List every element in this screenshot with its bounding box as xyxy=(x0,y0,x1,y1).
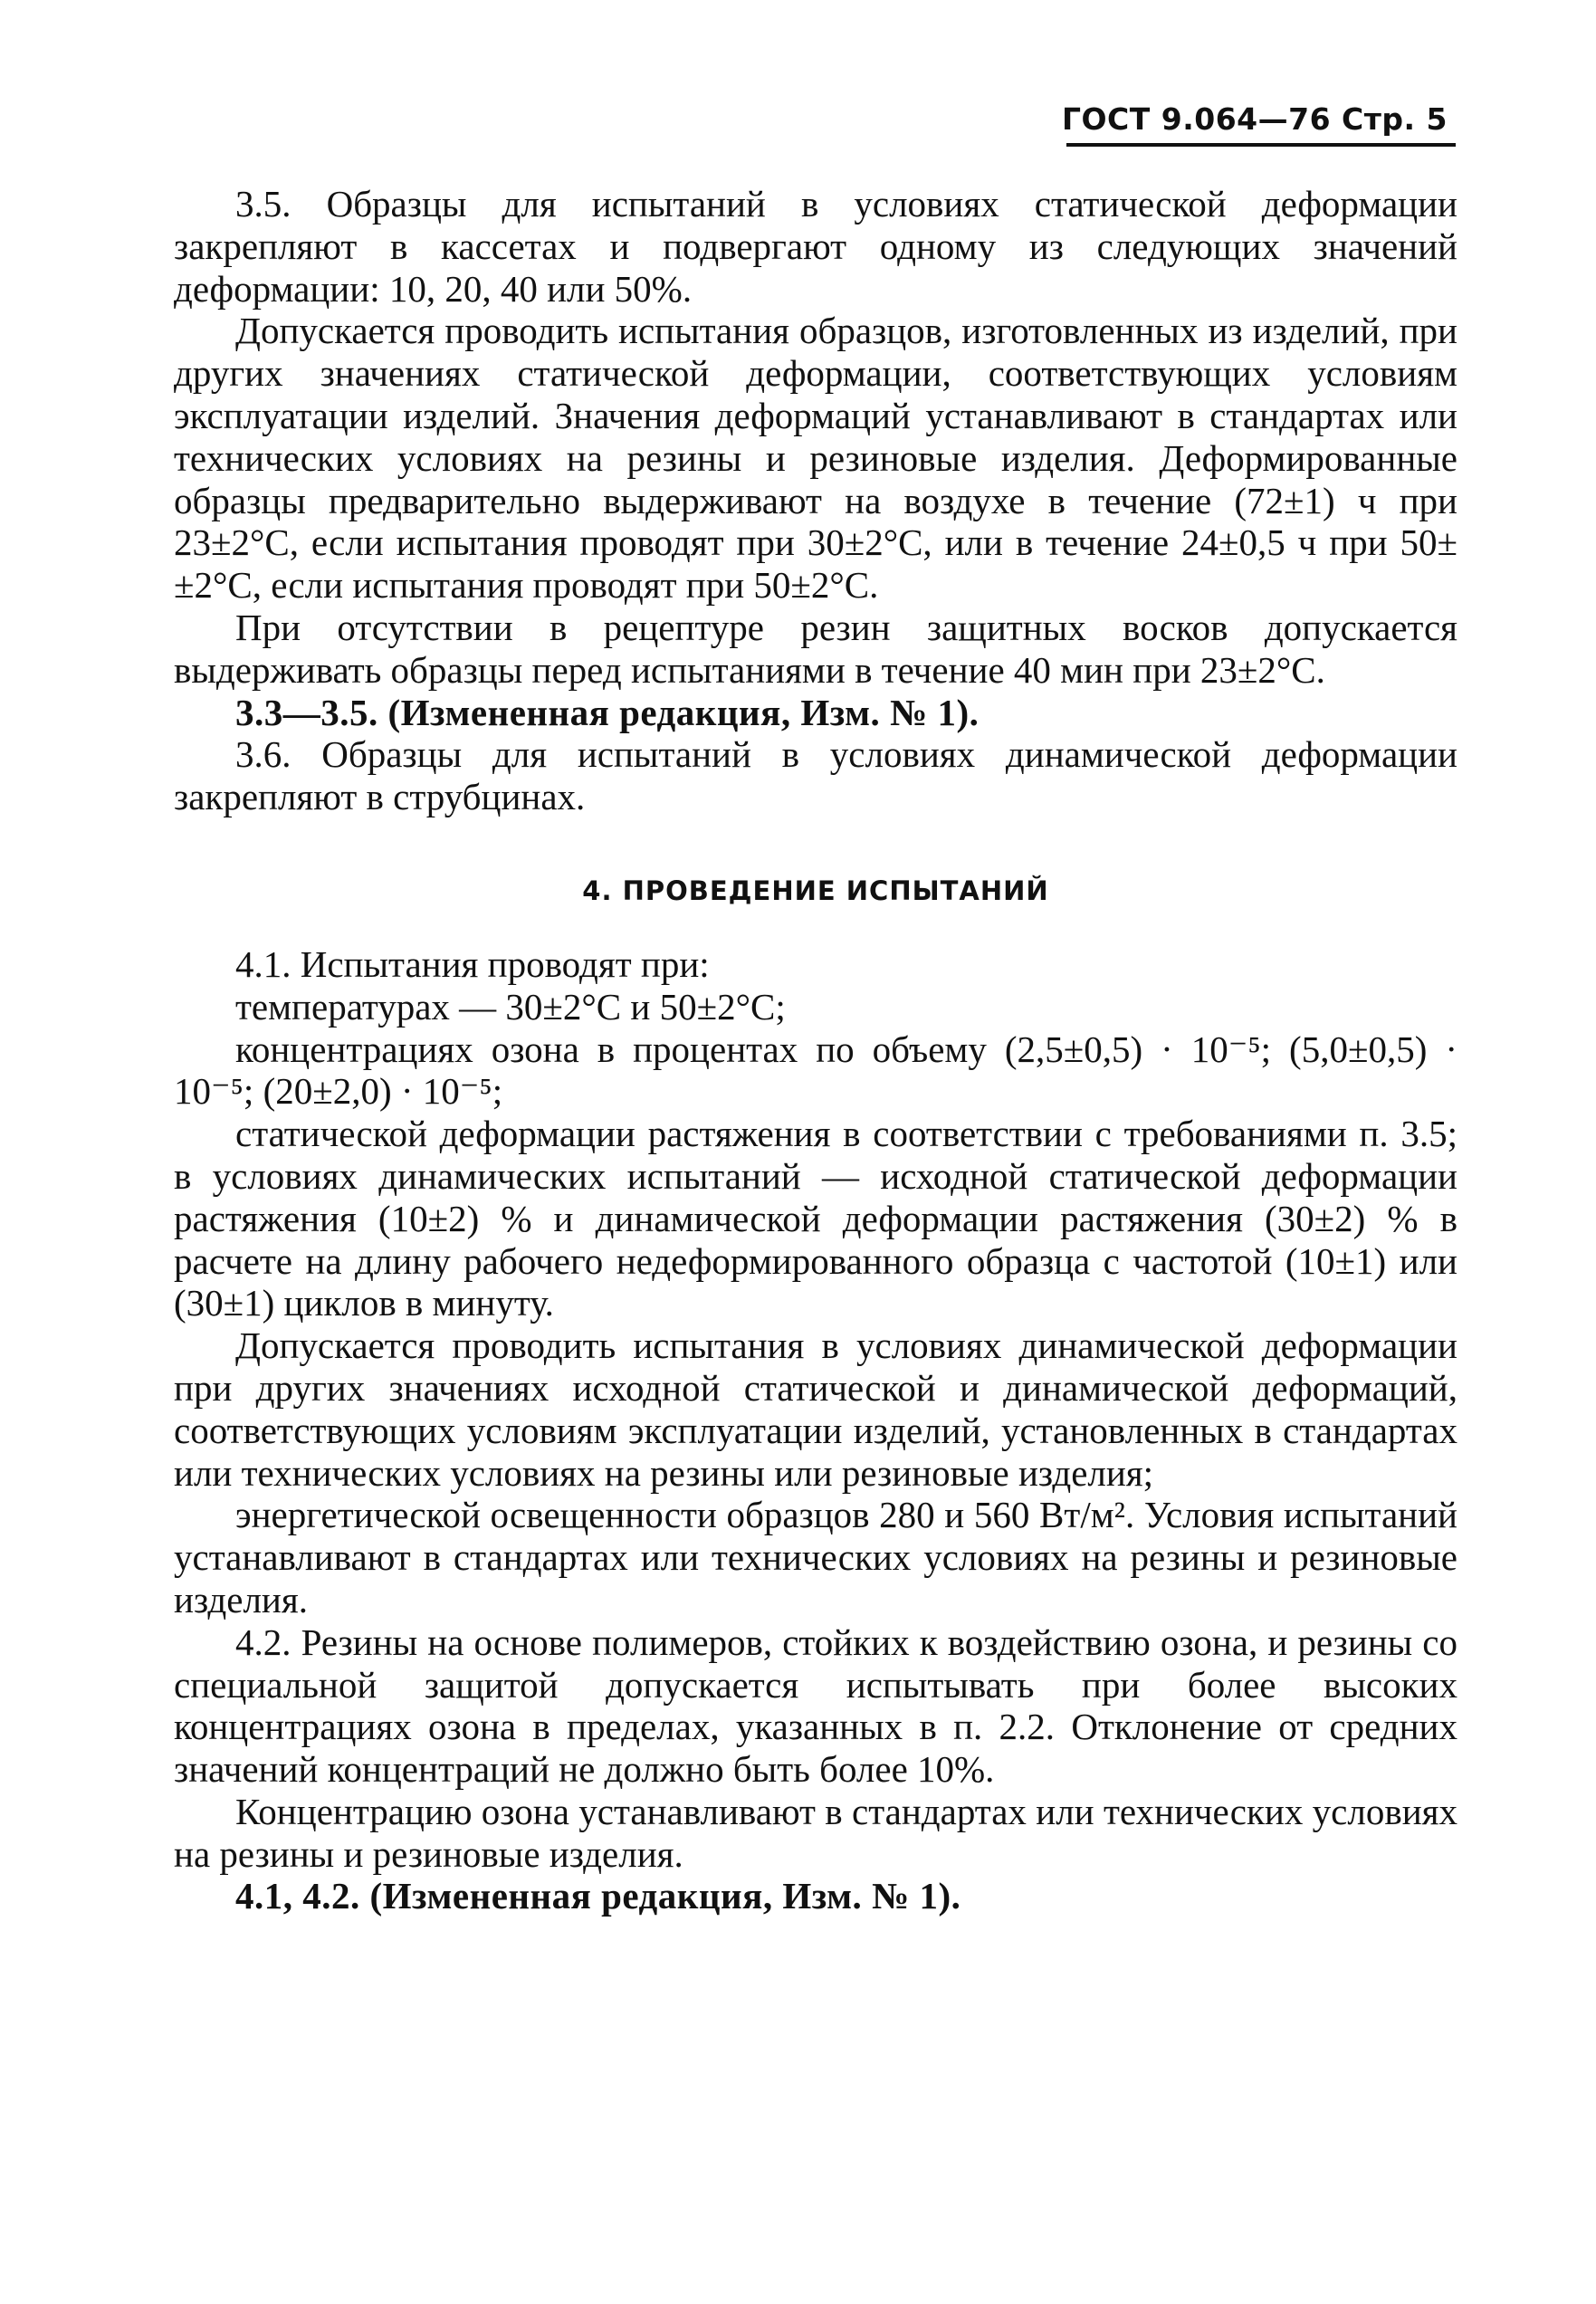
header-rule xyxy=(1066,143,1456,147)
paragraph-4-1-dynamic-allowance: Допускается проводить испытания в условиях динамической деформации при других значениях исходной статической и динамической деформаций, соответствующих условиям эксплуатации изделий, установленных в стандартах или технических условиях на резины или резиновые изделия; xyxy=(174,1324,1457,1494)
paragraph-4-1-ozone-concentrations: концентрациях озона в процентах по объему (2,5±0,5) · 10⁻⁵; (5,0±0,5) · 10⁻⁵; (20±2,0) · 10⁻⁵; xyxy=(174,1028,1457,1113)
paragraph-4-2: 4.2. Резины на основе полимеров, стойких к воздействию озона, и резины со специальной защитой допускается испытывать при более высоких концентрациях озона в пределах, указанных в п. 2.2. Отклонение от средних значений концентраций не должно быть более 10%. xyxy=(174,1620,1457,1791)
document-body xyxy=(174,183,1457,1917)
page-header: ГОСТ 9.064—76 Стр. 5 xyxy=(1061,101,1448,137)
amendment-note-4: 4.1, 4.2. (Измененная редакция, Изм. № 1). xyxy=(235,1875,961,1917)
paragraph-4-1-static-deformation: статической деформации растяжения в соответствии с требованиями п. 3.5; в условиях динамических испытаний — исходной статической деформации растяжения (10±2) % и динамической деформации растяжения (30±2) % в расчете на длину рабочего недеформированного образца с частотой (10±1) или (30±1) циклов в минуту. xyxy=(174,1113,1457,1324)
paragraph-3-5-wax-note: При отсутствии в рецептуре резин защитных восков допускается выдерживать образцы перед испытаниями в течение 40 мин при 23±2°С. xyxy=(174,606,1457,691)
section-heading-4: 4. ПРОВЕДЕНИЕ ИСПЫТАНИЙ xyxy=(582,875,1049,906)
paragraph-3-5: 3.5. Образцы для испытаний в условиях статической деформации закрепляют в кассетах и подвергают одному из следующих значений деформации: 10, 20, 40 или 50%. xyxy=(174,183,1457,310)
paragraph-3-5-deformation-options: Допускается проводить испытания образцов, изготовленных из изделий, при других значениях статической деформации, соответствующих условиям эксплуатации изделий. Значения деформаций устанавливают в стандартах или технических условиях на резины и резиновые изделия. Деформированные образцы предварительно выдерживают на воздухе в течение (72±1) ч при 23±2°С, если испытания проводят при 30±2°С, или в течение 24±0,5 ч при 50±±2°С, если испытания проводят при 50±2°С. xyxy=(174,310,1457,607)
paragraph-4-1-irradiance: энергетической освещенности образцов 280 и 560 Вт/м². Условия испытаний устанавливают в стандартах или технических условиях на резины и резиновые изделия. xyxy=(174,1494,1457,1620)
paragraph-4-1-temperatures: температурах — 30±2°С и 50±2°С; xyxy=(235,985,786,1028)
paragraph-3-6: 3.6. Образцы для испытаний в условиях динамической деформации закрепляют в струбцинах. xyxy=(174,733,1457,818)
paragraph-4-2-concentration: Концентрацию озона устанавливают в стандартах или технических условиях на резины и резиновые изделия. xyxy=(174,1790,1457,1875)
amendment-note-3: 3.3—3.5. (Измененная редакция, Изм. № 1). xyxy=(235,691,980,733)
paragraph-4-1: 4.1. Испытания проводят при: xyxy=(235,942,710,985)
